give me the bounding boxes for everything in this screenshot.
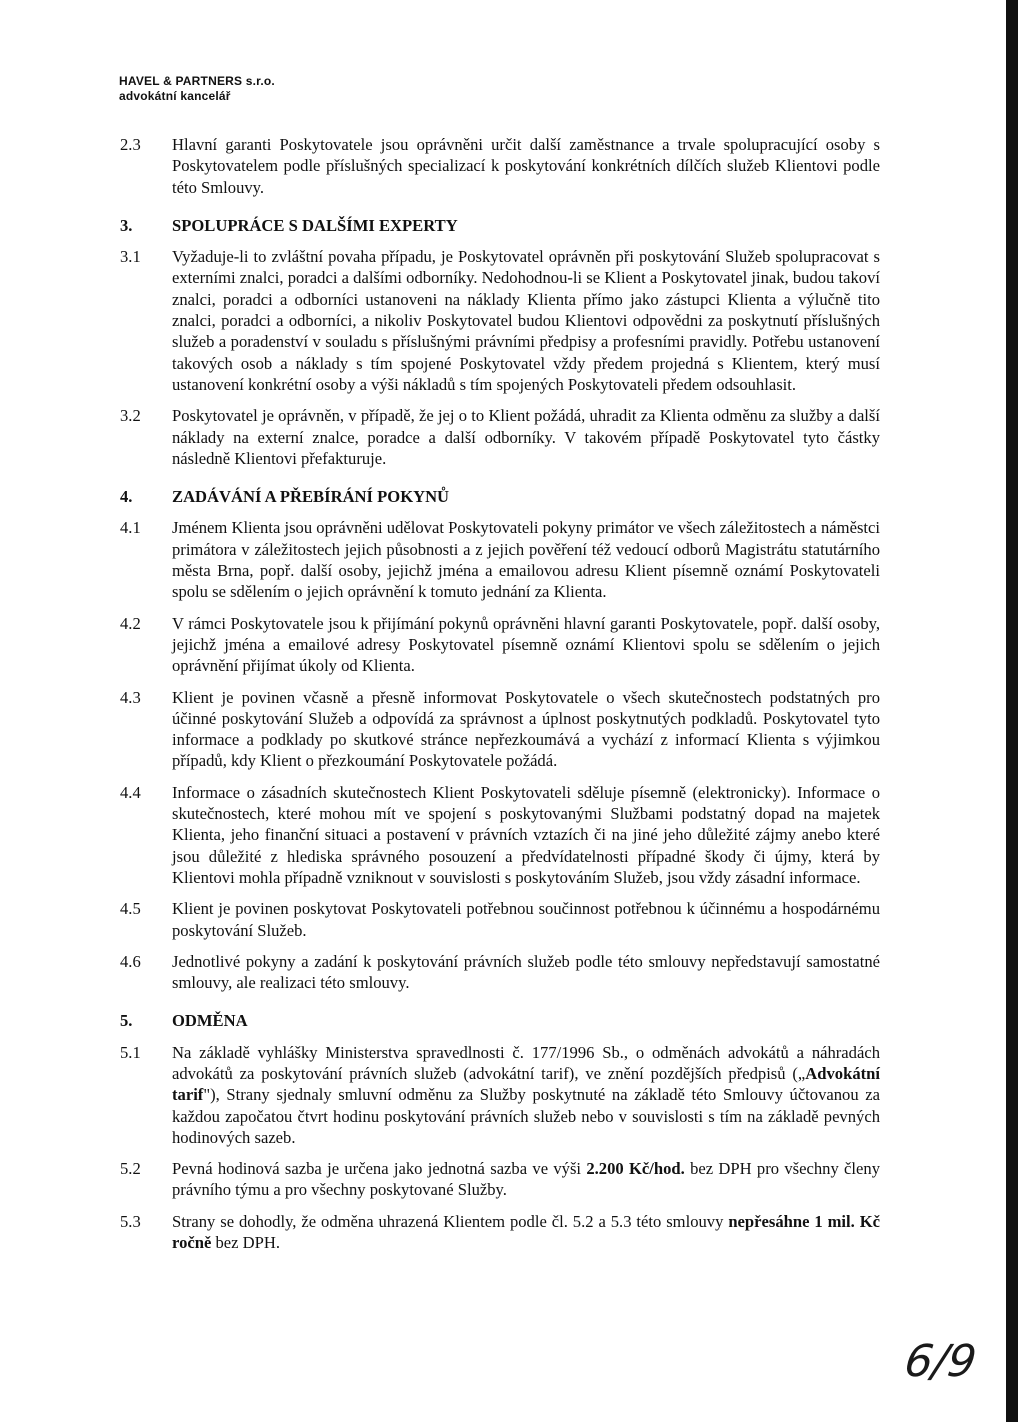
clause-3-1 [120,246,880,395]
clause-text [172,1158,880,1201]
clause-text: Hlavní garanti Poskytovatele jsou oprávněni určit další zaměstnance a trvale spolupracující osoby s Poskytovatelem podle příslušných specializací k poskytování konkrétních dílčích služeb Klientovi podle této Smlouvy. [172,135,880,197]
clause-number: 4.3 [120,687,141,707]
section-heading-4 [120,486,880,507]
handwritten-page-mark: 6/9 [901,1336,980,1387]
clause-2-3 [120,134,880,198]
clause-text: Jménem Klienta jsou oprávněni udělovat Poskytovateli pokyny primátor ve všech záležitostech a náměstci primátora v záležitostech jejich působnosti a z jejich pověření též vedoucí odborů Magistrátu statutárního města Brna, popř. další osoby, jejichž jména a emailovou adresu Klient písemně oznámí Poskytovateli spolu se sdělením o jejich oprávnění k tomuto jednání za Klienta. [172,518,880,602]
clause-number: 5.2 [120,1159,141,1179]
clause-text [172,1211,880,1254]
clause-4-6 [120,951,880,994]
clause-text: Klient je povinen poskytovat Poskytovateli potřebnou součinnost potřebnou k účinnému a hospodárnému poskytování Služeb. [172,899,880,940]
section-number: 3. [120,215,133,235]
section-title: ODMĚNA [172,1011,248,1031]
section-heading-3 [120,215,880,236]
scan-edge-bar [1006,0,1018,1422]
clause-number: 3.2 [120,406,141,426]
clause-number: 5.3 [120,1211,141,1231]
clause-number: 4.2 [120,613,141,633]
clause-4-4 [120,782,880,888]
section-number: 4. [120,487,133,507]
clause-5-3 [120,1211,880,1254]
clause-number: 4.5 [120,899,141,919]
clause-text-part: Na základě vyhlášky Ministerstva spravedlnosti č. 177/1996 Sb., o odměnách advokátů a náhradách advokátů za poskytování právních služeb (advokátní tarif), ve znění pozdějších předpisů („ [172,1042,880,1083]
clause-4-5 [120,898,880,941]
defined-term: Advokátní tarif [172,1063,880,1105]
clause-number: 4.4 [120,782,141,802]
clause-4-3 [120,687,880,772]
clause-text-part: bez DPH. [211,1233,280,1253]
clause-number: 3.1 [120,247,141,267]
clause-text: V rámci Poskytovatele jsou k přijímání pokynů oprávněni hlavní garanti Poskytovatele, popř. další osoby, jejichž jména a emailové adresy Poskytovatel písemně oznámí Klientovi spolu se sdělením o jejich oprávnění přijímat úkoly od Klienta. [172,613,880,676]
clause-4-1 [120,517,880,602]
clause-text: Vyžaduje-li to zvláštní povaha případu, je Poskytovatel oprávněn při poskytování Služeb spolupracovat s externími znalci, poradci a dalšími odborníky. Nedohodnou-li se Klient a Poskytovatel jinak, budou takoví znalci, poradci a odborníci ustanoveni na náklady Klienta přímo jako zástupci Klienta a výlučně tito znalci, poradci a odborníci, a nikoliv Poskytovatel budou Klientovi odpovědni za poskytnutí příslušných služeb a poradenství v souladu s příslušnými právními předpisy a profesními pravidly. Potřebu ustanovení takových osob a náklady s tím spojené Poskytovatel vždy předem projedná s Klientem, který musí ustanovení konkrétní osoby a výši nákladů s tím spojených Poskytovateli předem odsouhlasit. [172,247,880,394]
clause-text: Poskytovatel je oprávněn, v případě, že jej o to Klient požádá, uhradit za Klienta odměnu za služby a další náklady na externí znalce, poradce a další odborníky. V takovém případě Poskytovatel tyto částky následně Klientovi přefakturuje. [172,406,880,468]
fee-cap: nepřesáhne 1 mil. Kč ročně [172,1211,880,1253]
clause-3-2 [120,405,880,469]
hourly-rate: 2.200 Kč/hod. [586,1159,685,1179]
letterhead [119,74,275,104]
clause-5-1 [120,1042,880,1148]
section-number: 5. [120,1011,133,1031]
firm-type: advokátní kancelář [119,89,231,103]
clause-number: 5.1 [120,1042,141,1062]
clause-text-part: Strany se dohodly, že odměna uhrazená Klientem podle čl. 5.2 a 5.3 této smlouvy [172,1211,729,1231]
clause-text-part: bez DPH pro všechny členy právního týmu a pro všechny poskytované Služby. [172,1159,880,1200]
clause-text-part: Pevná hodinová sazba je určena jako jednotná sazba ve výši [172,1159,587,1179]
clause-text: Informace o zásadních skutečnostech Klient Poskytovateli sděluje písemně (elektronicky). Informace o skutečnostech, které mohou mít ve spojení s poskytovanými Službami podstatný dopad na majetek Klienta, jeho finanční situaci a postavení v právních vztazích či na jiné jeho důležité zájmy anebo které jsou důležité z hlediska správného posouzení a předvídatelnosti případné škody či újmy, která by Klientovi mohla případně vzniknout v souvislosti s poskytováním Služeb, jsou vždy zásadní informace. [172,782,880,887]
clause-text-part: "), Strany sjednaly smluvní odměnu za Služby poskytnuté na základě této Smlouvy účtovanou za každou započatou čtvrt hodinu poskytování právních služeb nebo v souvislosti s tím na základě pevných hodinových sazeb. [172,1085,880,1147]
clause-number: 4.6 [120,951,141,971]
clause-number: 4.1 [120,518,141,538]
clause-text: Jednotlivé pokyny a zadání k poskytování právních služeb podle této smlouvy nepředstavují samostatné smlouvy, ale realizaci této smlouvy. [172,951,880,993]
clause-number: 2.3 [120,135,141,154]
clause-4-2 [120,613,880,677]
clause-text: Klient je povinen včasně a přesně informovat Poskytovatele o všech skutečnostech podstatných pro účinné poskytování Služeb a odpovídá za správnost a úplnost poskytnutých podkladů. Poskytovatel tyto informace a podklady po skutkové stránce nepřezkoumává a vychází z informací Klienta s výjimkou případů, kdy Klient o přezkoumání Poskytovatele požádá. [172,687,880,771]
clause-5-2 [120,1158,880,1201]
firm-name: HAVEL & PARTNERS s.r.o. [119,74,275,88]
section-heading-5 [120,1010,880,1031]
section-title: ZADÁVÁNÍ A PŘEBÍRÁNÍ POKYNŮ [172,487,450,507]
section-title: SPOLUPRÁCE S DALŠÍMI EXPERTY [172,215,458,235]
document-body [120,134,880,1253]
clause-text [172,1042,880,1148]
